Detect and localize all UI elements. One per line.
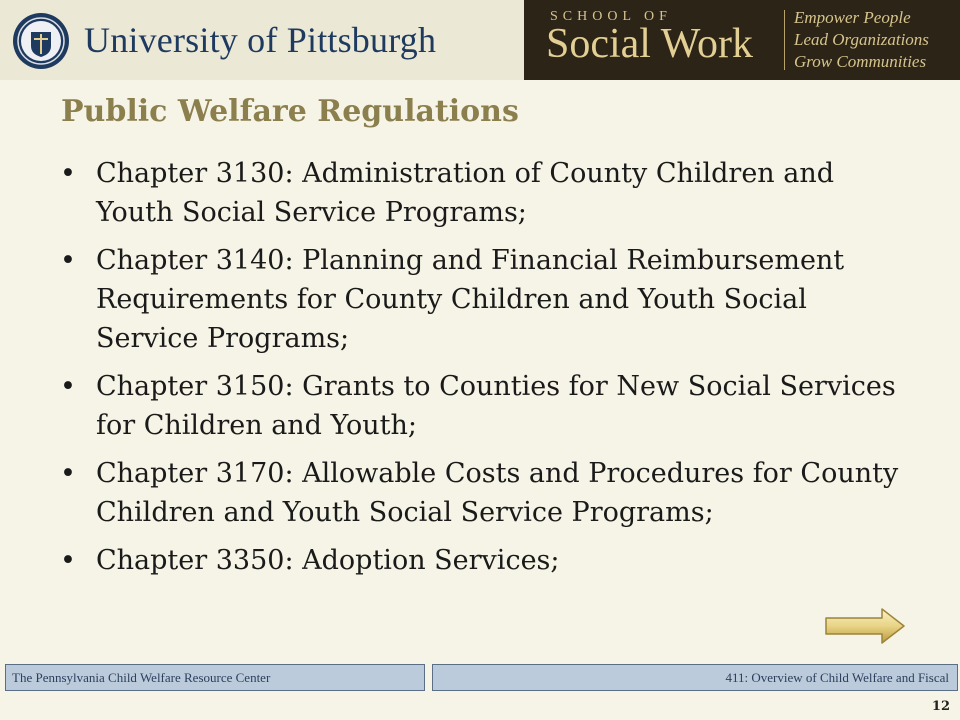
bullet-text: Chapter 3140: Planning and Financial Reimbursement Requirements for County Children and Youth Social Service Programs; <box>96 245 845 354</box>
bullet-glyph: • <box>60 371 76 402</box>
bullet-item <box>60 454 910 532</box>
social-work-label: Social Work <box>546 21 753 67</box>
bullet-text: Chapter 3170: Allowable Costs and Procedures for County Children and Youth Social Service Programs; <box>96 458 899 528</box>
bullet-glyph: • <box>60 158 76 189</box>
bullet-item <box>60 367 910 445</box>
tagline-1: Empower People <box>794 8 911 27</box>
bullet-text: Chapter 3130: Administration of County Children and Youth Social Service Programs; <box>96 158 835 228</box>
tagline-2: Lead Organizations <box>794 30 929 49</box>
footer-course-title: 411: Overview of Child Welfare and Fiscal <box>432 664 958 691</box>
bullet-item <box>60 241 910 358</box>
bullet-text: Chapter 3150: Grants to Counties for New Social Services for Children and Youth; <box>96 371 896 441</box>
tagline-3: Grow Communities <box>794 52 927 71</box>
banner-divider <box>784 10 785 70</box>
bullet-text: Chapter 3350: Adoption Services; <box>96 545 560 576</box>
footer-resource-center: The Pennsylvania Child Welfare Resource Center <box>5 664 425 691</box>
university-name: University of Pittsburgh <box>84 20 437 60</box>
university-seal-icon <box>12 12 70 70</box>
page-number: 12 <box>931 699 950 714</box>
school-of-label: SCHOOL OF <box>550 9 672 24</box>
bullet-glyph: • <box>60 245 76 276</box>
next-arrow-icon[interactable] <box>824 606 906 646</box>
bullet-glyph: • <box>60 545 76 576</box>
school-of-social-work-banner <box>524 0 960 80</box>
bullet-glyph: • <box>60 458 76 489</box>
bullet-list <box>60 154 910 589</box>
bullet-item <box>60 541 910 580</box>
bullet-item <box>60 154 910 232</box>
slide-title: Public Welfare Regulations <box>61 94 519 129</box>
university-header <box>0 0 524 80</box>
